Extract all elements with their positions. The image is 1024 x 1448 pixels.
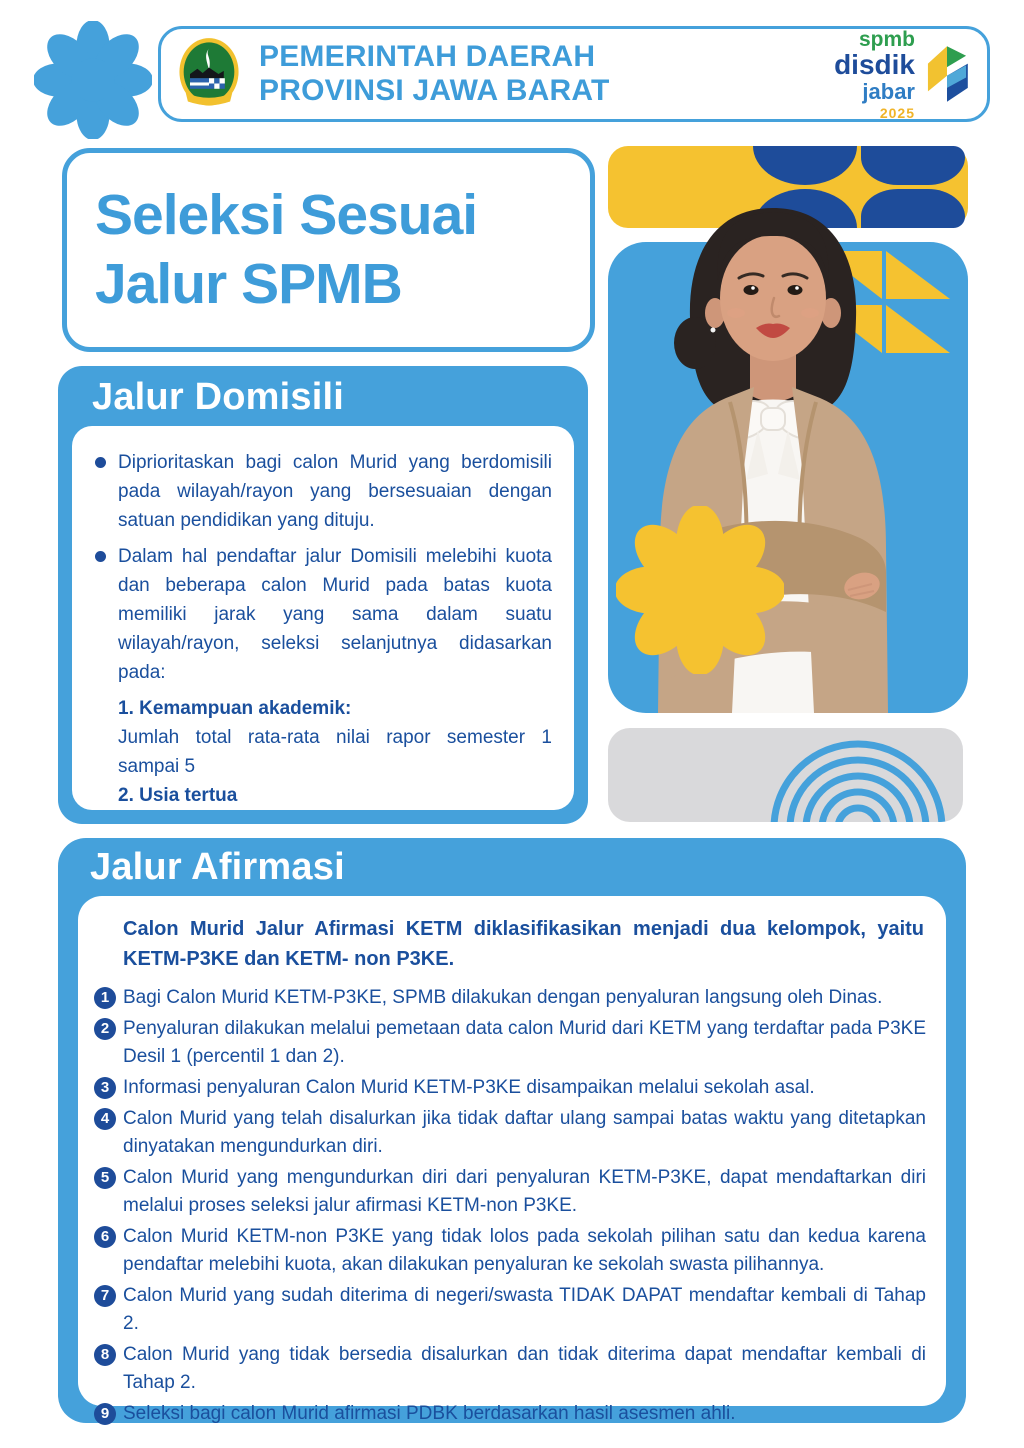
- afirmasi-intro: Calon Murid Jalur Afirmasi KETM diklasifikasikan menjadi dua kelompok, yaitu KETM-P3KE dan KETM- non P3KE.: [123, 918, 924, 970]
- list-item: [94, 1164, 926, 1220]
- domisili-criterion-2-label: 2. Usia tertua: [118, 785, 238, 806]
- afirmasi-item-3: Informasi penyaluran Calon Murid KETM-P3KE disampaikan melalui sekolah asal.: [123, 1077, 815, 1098]
- jabar-emblem-icon: [177, 36, 241, 112]
- afirmasi-item-6: Calon Murid KETM-non P3KE yang tidak lolos pada sekolah pilihan satu dan kedua karena pendaftar melebihi kuota, akan dilakukan penyaluran ke sekolah swasta pilihannya.: [123, 1226, 926, 1275]
- afirmasi-content-box: [78, 896, 946, 1424]
- number-badge: 5: [94, 1167, 116, 1189]
- number-badge: 2: [94, 1018, 116, 1040]
- number-badge: 9: [94, 1403, 116, 1425]
- list-item: [94, 1223, 926, 1279]
- logo-spmb-label: spmb: [858, 27, 915, 51]
- domisili-criterion-1-detail: Jumlah total rata-rata nilai rapor semester 1 sampai 5: [118, 727, 552, 777]
- afirmasi-item-5: Calon Murid yang mengundurkan diri dari penyaluran KETM-P3KE, dapat mendaftarkan diri melalui proses seleksi jalur afirmasi KETM-non P3KE.: [123, 1167, 926, 1216]
- afirmasi-heading: Jalur Afirmasi: [90, 846, 345, 888]
- poster-title-card: [62, 148, 595, 352]
- domisili-criterion-1-label: 1. Kemampuan akademik:: [118, 698, 352, 719]
- list-item: [94, 1400, 926, 1428]
- logo-year-label: 2025: [879, 104, 915, 121]
- spmb-logo-text: [834, 29, 915, 120]
- bullet-dot-icon: [95, 551, 106, 562]
- section-jalur-domisili: [58, 366, 588, 824]
- domisili-heading: Jalur Domisili: [92, 376, 344, 418]
- number-badge: 4: [94, 1108, 116, 1130]
- number-badge: 1: [94, 987, 116, 1009]
- rainbow-arcs-icon: [608, 728, 963, 822]
- afirmasi-item-9: Seleksi bagi calon Murid afirmasi PDBK berdasarkan hasil asesmen ahli.: [123, 1403, 736, 1424]
- number-badge: 8: [94, 1344, 116, 1366]
- spmb-disdik-logo: [834, 29, 973, 120]
- logo-disdik-label: disdik: [834, 48, 915, 80]
- list-item: [92, 448, 552, 535]
- number-badge: 6: [94, 1226, 116, 1248]
- poster-title-line1: Seleksi Sesuai: [95, 183, 478, 247]
- domisili-bullet-2: Dalam hal pendaftar jalur Domisili melebihi kuota dan beberapa calon Murid pada batas kuota memiliki jarak yang sama dalam suatu wilayah/rayon, seleksi selanjutnya didasarkan pada:: [118, 546, 552, 683]
- afirmasi-item-8: Calon Murid yang tidak bersedia disalurkan dan tidak diterima dapat mendaftar kembali di Tahap 2.: [123, 1344, 926, 1393]
- number-badge: 3: [94, 1077, 116, 1099]
- section-jalur-afirmasi: [58, 838, 966, 1423]
- list-item: [94, 1105, 926, 1161]
- afirmasi-item-2: Penyaluran dilakukan melalui pemetaan data calon Murid dari KETM yang terdaftar pada P3KE Desil 1 (percentil 1 dan 2).: [123, 1018, 926, 1067]
- number-badge: 7: [94, 1285, 116, 1307]
- list-item: [94, 1282, 926, 1338]
- poster-title-line2: Jalur SPMB: [95, 252, 402, 316]
- logo-jabar-label: jabar: [862, 78, 915, 104]
- list-item: [92, 542, 552, 687]
- list-item: [94, 1074, 926, 1102]
- gray-decor-panel: [608, 728, 963, 822]
- gov-title-line1: PEMERINTAH DAERAH: [259, 40, 596, 73]
- flower-icon: [34, 21, 152, 139]
- gov-title-line2: PROVINSI JAWA BARAT: [259, 74, 610, 107]
- afirmasi-item-4: Calon Murid yang telah disalurkan jika tidak daftar ulang sampai batas waktu yang ditetapkan dinyatakan mengundurkan diri.: [123, 1108, 926, 1157]
- list-item: [94, 984, 926, 1012]
- list-item: [94, 1341, 926, 1397]
- bullet-dot-icon: [95, 457, 106, 468]
- afirmasi-item-7: Calon Murid yang sudah diterima di negeri/swasta TIDAK DAPAT mendaftar kembali di Tahap 2.: [123, 1285, 926, 1334]
- afirmasi-item-1: Bagi Calon Murid KETM-P3KE, SPMB dilakukan dengan penyaluran langsung oleh Dinas.: [123, 987, 883, 1008]
- domisili-content-box: [72, 426, 574, 810]
- poster-title: [67, 181, 477, 319]
- government-header-card: [158, 26, 990, 122]
- domisili-bullet-1: Diprioritaskan bagi calon Murid yang berdomisili pada wilayah/rayon yang bersesuaian dengan satuan pendidikan yang dituju.: [118, 452, 552, 531]
- spmb-logo-icon: [921, 38, 973, 110]
- list-item: [94, 1015, 926, 1071]
- government-title: [259, 40, 610, 108]
- flower-icon: [616, 506, 784, 674]
